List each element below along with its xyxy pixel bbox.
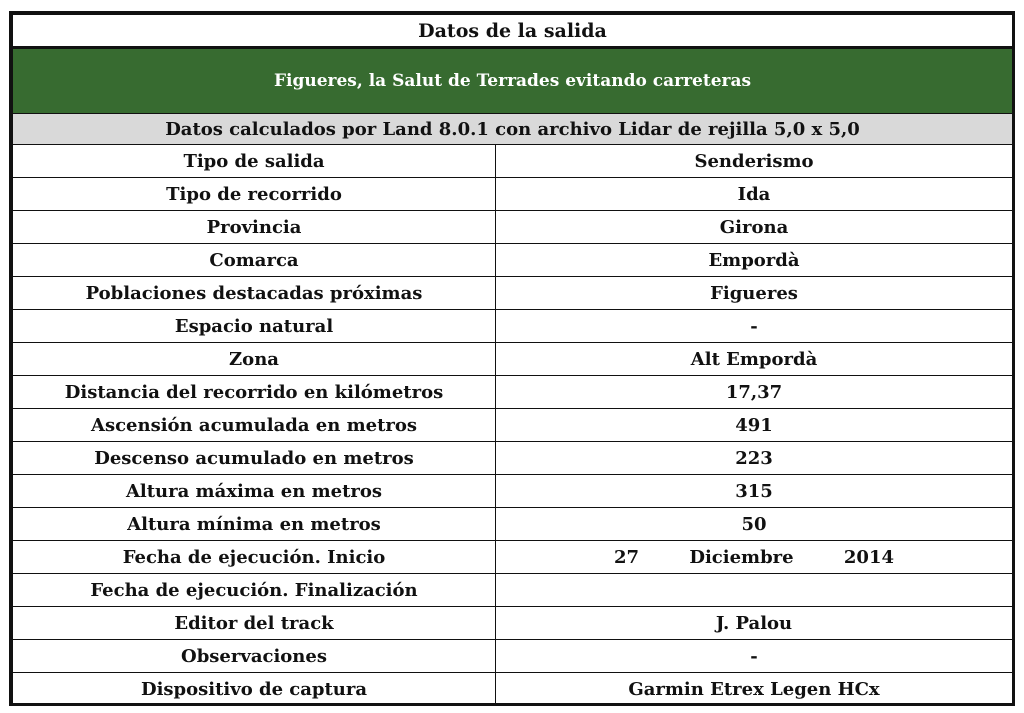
row-value: 315 bbox=[496, 475, 1013, 508]
calculation-note: Datos calculados por Land 8.0.1 con archivo Lidar de rejilla 5,0 x 5,0 bbox=[13, 114, 1013, 145]
table-row bbox=[13, 508, 1013, 541]
table-row bbox=[13, 442, 1013, 475]
table-row bbox=[13, 607, 1013, 640]
row-label: Tipo de recorrido bbox=[13, 178, 496, 211]
row-value: - bbox=[496, 310, 1013, 343]
table-row bbox=[13, 211, 1013, 244]
row-value: 50 bbox=[496, 508, 1013, 541]
row-value: Empordà bbox=[496, 244, 1013, 277]
row-label: Dispositivo de captura bbox=[13, 673, 496, 706]
row-label: Descenso acumulado en metros bbox=[13, 442, 496, 475]
table-row bbox=[13, 145, 1013, 178]
row-label: Poblaciones destacadas próximas bbox=[13, 277, 496, 310]
start-date-value bbox=[496, 541, 1013, 574]
start-date-day: 27 bbox=[614, 546, 640, 568]
start-date-month: Diciembre bbox=[689, 546, 794, 568]
row-value: Alt Empordà bbox=[496, 343, 1013, 376]
table-row bbox=[13, 409, 1013, 442]
table-row bbox=[13, 343, 1013, 376]
table-row bbox=[13, 310, 1013, 343]
row-label: Editor del track bbox=[13, 607, 496, 640]
table-row bbox=[13, 178, 1013, 211]
table-row bbox=[13, 244, 1013, 277]
row-value: 223 bbox=[496, 442, 1013, 475]
row-value bbox=[496, 574, 1013, 607]
row-label: Observaciones bbox=[13, 640, 496, 673]
row-value: Ida bbox=[496, 178, 1013, 211]
table-row bbox=[13, 541, 1013, 574]
table-row bbox=[13, 640, 1013, 673]
route-name: Figueres, la Salut de Terrades evitando carreteras bbox=[13, 48, 1013, 114]
row-label: Provincia bbox=[13, 211, 496, 244]
row-label: Comarca bbox=[13, 244, 496, 277]
table-row bbox=[13, 376, 1013, 409]
trip-data-table-container bbox=[9, 11, 1015, 706]
row-label: Fecha de ejecución. Finalización bbox=[13, 574, 496, 607]
row-label: Ascensión acumulada en metros bbox=[13, 409, 496, 442]
row-label: Espacio natural bbox=[13, 310, 496, 343]
start-date-year: 2014 bbox=[843, 546, 894, 568]
row-value: Garmin Etrex Legen HCx bbox=[496, 673, 1013, 706]
row-label: Altura mínima en metros bbox=[13, 508, 496, 541]
row-value: Figueres bbox=[496, 277, 1013, 310]
row-value: J. Palou bbox=[496, 607, 1013, 640]
row-value: 17,37 bbox=[496, 376, 1013, 409]
row-label: Zona bbox=[13, 343, 496, 376]
row-label: Fecha de ejecución. Inicio bbox=[13, 541, 496, 574]
trip-data-table bbox=[12, 14, 1013, 706]
table-title: Datos de la salida bbox=[13, 15, 1013, 48]
row-value: 491 bbox=[496, 409, 1013, 442]
row-value: Girona bbox=[496, 211, 1013, 244]
row-label: Tipo de salida bbox=[13, 145, 496, 178]
table-row bbox=[13, 574, 1013, 607]
row-value: Senderismo bbox=[496, 145, 1013, 178]
row-label: Distancia del recorrido en kilómetros bbox=[13, 376, 496, 409]
table-row bbox=[13, 673, 1013, 706]
row-label: Altura máxima en metros bbox=[13, 475, 496, 508]
table-row bbox=[13, 475, 1013, 508]
table-row bbox=[13, 277, 1013, 310]
row-value: - bbox=[496, 640, 1013, 673]
